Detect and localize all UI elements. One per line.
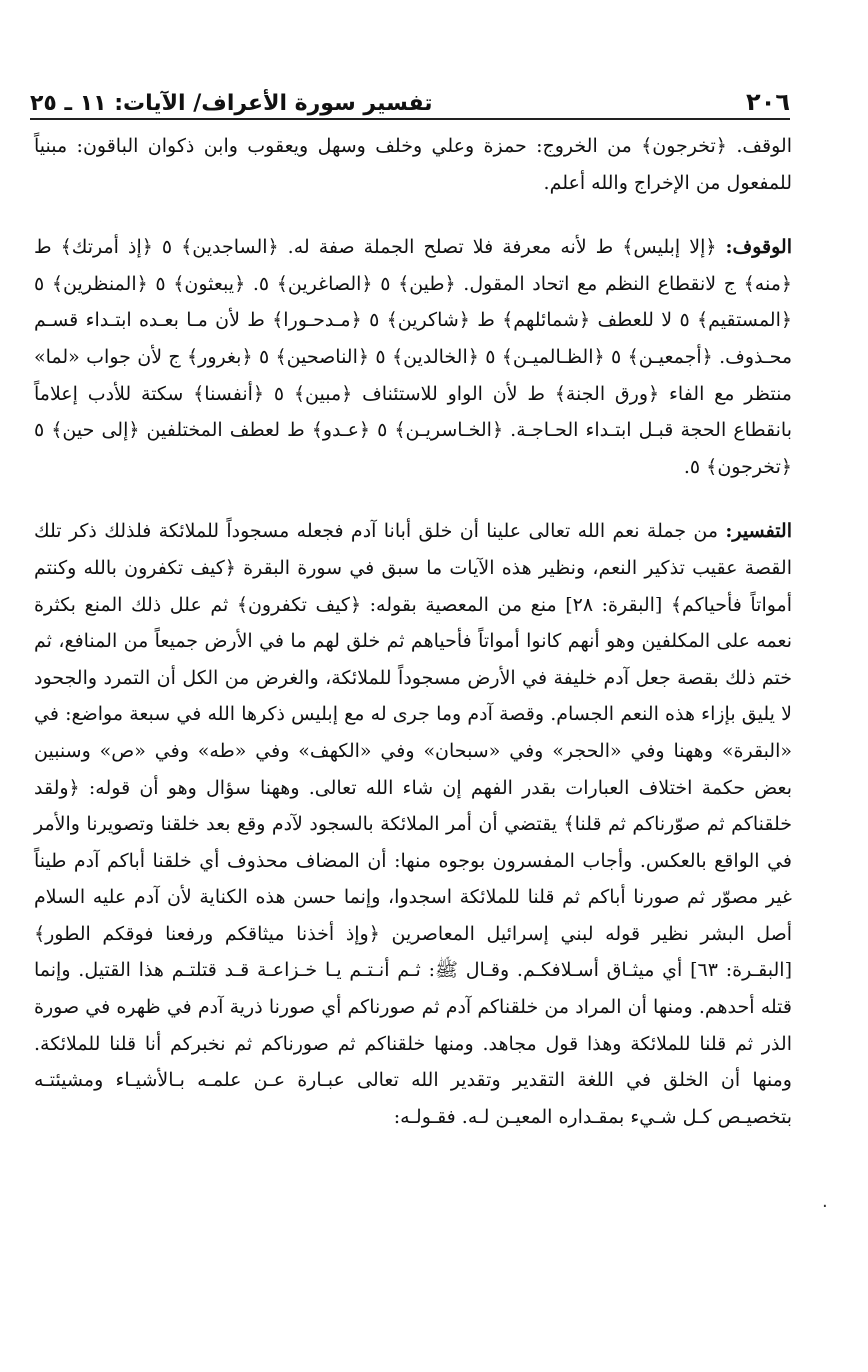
running-title: تفسير سورة الأعراف/ الآيات: ١١ ـ ٢٥ [30,91,433,116]
paragraph-reading-note [34,128,792,201]
page-header [30,76,790,116]
page-number: ٢٠٦ [746,88,790,116]
paragraph-label: التفسير: [725,520,792,543]
page-body [34,128,792,1135]
paragraph-text: ﴿إلا إبليس﴾ ط لأنه معرفة فلا تصلح الجملة صفة له. ﴿الساجدين﴾ ٥ ﴿إذ أمرتك﴾ ط ﴿منه﴾ ج لانقطاع النظم مع اتحاد المقول. ﴿طين﴾ ٥ ﴿الصاغرين﴾ ٥. ﴿يبعثون﴾ ٥ ﴿المنظرين﴾ ٥ ﴿المستقيم﴾ ٥ لا للعطف ﴿شمائلهم﴾ ط ﴿شاكرين﴾ ٥ ﴿مـدحـورا﴾ ط لأن مـا بعـده ابتـداء قسـم محـذوف. ﴿أجمعيـن﴾ ٥ ﴿الظـالميـن﴾ ٥ ﴿الخالدين﴾ ٥ ﴿الناصحين﴾ ٥ ﴿بغرور﴾ ج لأن جواب «لما» منتظر مع الفاء ﴿ورق الجنة﴾ ط لأن الواو للاستئناف ﴿مبين﴾ ٥ ﴿أنفسنا﴾ سكتة للأدب إعلاماً بانقطاع الحجة قبـل ابتـداء الحـاجـة. ﴿الخـاسريـن﴾ ٥ ﴿عـدو﴾ ط لعطف المختلفين ﴿إلى حين﴾ ٥ ﴿تخرجون﴾ ٥. [34,236,793,478]
margin-dot: · [822,1196,828,1217]
paragraph-waqf [34,229,792,485]
paragraph-text: من جملة نعم الله تعالى علينا أن خلق أبانا آدم فجعله مسجوداً للملائكة فلذلك ذكر تلك القصة عقيب تذكير النعم، ونظير هذه الآيات ما سبق في سورة البقرة ﴿كيف تكفرون بالله وكنتم أمواتاً فأحياكم﴾ [البقرة: ٢٨] منع من المعصية بقوله: ﴿كيف تكفرون﴾ ثم علل ذلك المنع بكثرة نعمه على المكلفين وهو أنهم كانوا أمواتاً فأحياهم ثم خلق لهم ما في الأرض جميعاً من المنافع، ثم ختم ذلك بقصة جعل آدم خليفة في الأرض مسجوداً للملائكة، والغرض من الكل أن التمرد والجحود لا يليق بإزاء هذه النعم الجسام. وقصة آدم وما جرى له مع إبليس ذكرها الله في سبعة مواضع: في «البقرة» وههنا وفي «الحجر» وفي «سبحان» وفي «الكهف» وفي «طه» وفي «ص» وسنبين بعض حكمة اختلاف العبارات بقدر الفهم إن شاء الله تعالى. وههنا سؤال وهو أن قوله: ﴿ولقد خلقناكم ثم صوّرناكم ثم قلنا﴾ يقتضي أن أمر الملائكة بالسجود لآدم وقع بعد خلقنا وتصويرنا والأمر في الواقع بالعكس. وأجاب المفسرون بوجوه منها: أن المضاف محذوف أي خلقنا أباكم آدم طيناً غير مصوّر ثم صورنا أباكم ثم قلنا للملائكة اسجدوا، وإنما حسن هذه الكناية لأن آدم عليه السلام أصل البشر نظير قوله لبني إسرائيل المعاصرين ﴿وإذ أخذنا ميثاقكم ورفعنا فوقكم الطور﴾ [البقـرة: ٦٣] أي ميثـاق أسـلافكـم. وقـال ﷺ: ثـم أنـتـم يـا خـزاعـة قـد قتلتـم هذا القتيل. وإنما قتله أحدهم. ومنها أن المراد من خلقناكم آدم ثم صورناكم أي صورنا ذرية آدم في ظهره في صورة الذر ثم قلنا للملائكة وهذا قول مجاهد. ومنها خلقناكم ثم صورناكم ثم نخبركم أنا قلنا للملائكة. ومنها أن الخلق في اللغة التقدير وتقدير الله تعالى عبـارة عـن علمـه بـالأشيـاء ومشيئتـه بتخصيـص كـل شـيء بمقـداره المعيـن لـه. فقـولـه: [34,520,792,1128]
paragraph-tafsir [34,513,792,1135]
header-rule [30,118,790,120]
paragraph-text: الوقف. ﴿تخرجون﴾ من الخروج: حمزة وعلي وخلف وسهل ويعقوب وابن ذكوان الباقون: مبنياً للمفعول من الإخراج والله أعلم. [34,135,792,194]
paragraph-label: الوقوف: [725,236,792,259]
